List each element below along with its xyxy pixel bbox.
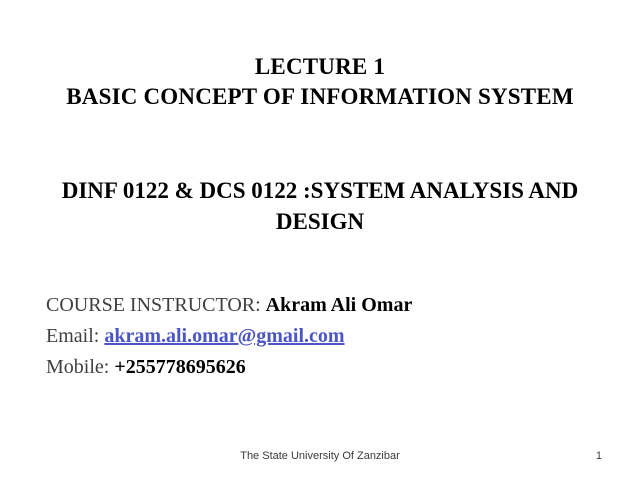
- detail-email: [46, 321, 600, 352]
- detail-instructor-value: Akram Ali Omar: [265, 294, 413, 316]
- title-line-2: BASIC CONCEPT OF INFORMATION SYSTEM: [66, 84, 574, 109]
- detail-mobile-label: Mobile:: [46, 356, 110, 378]
- footer-page-number: 1: [595, 450, 602, 462]
- slide-subtitle: [28, 175, 612, 237]
- detail-email-label: Email:: [46, 325, 100, 347]
- instructor-details: [46, 290, 600, 383]
- detail-mobile: [46, 352, 600, 383]
- detail-email-link[interactable]: akram.ali.omar@gmail.com: [104, 325, 345, 347]
- subtitle-line-1: DINF 0122 & DCS 0122 :SYSTEM ANALYSIS AND: [61, 178, 579, 203]
- detail-mobile-value: +255778695626: [114, 356, 246, 378]
- detail-instructor-label: COURSE INSTRUCTOR:: [46, 294, 261, 316]
- slide-title: [24, 52, 616, 112]
- footer-organization: The State University Of Zanzibar: [240, 450, 400, 462]
- subtitle-line-2: DESIGN: [275, 209, 365, 234]
- detail-instructor: [46, 290, 600, 321]
- title-line-1: LECTURE 1: [254, 54, 386, 79]
